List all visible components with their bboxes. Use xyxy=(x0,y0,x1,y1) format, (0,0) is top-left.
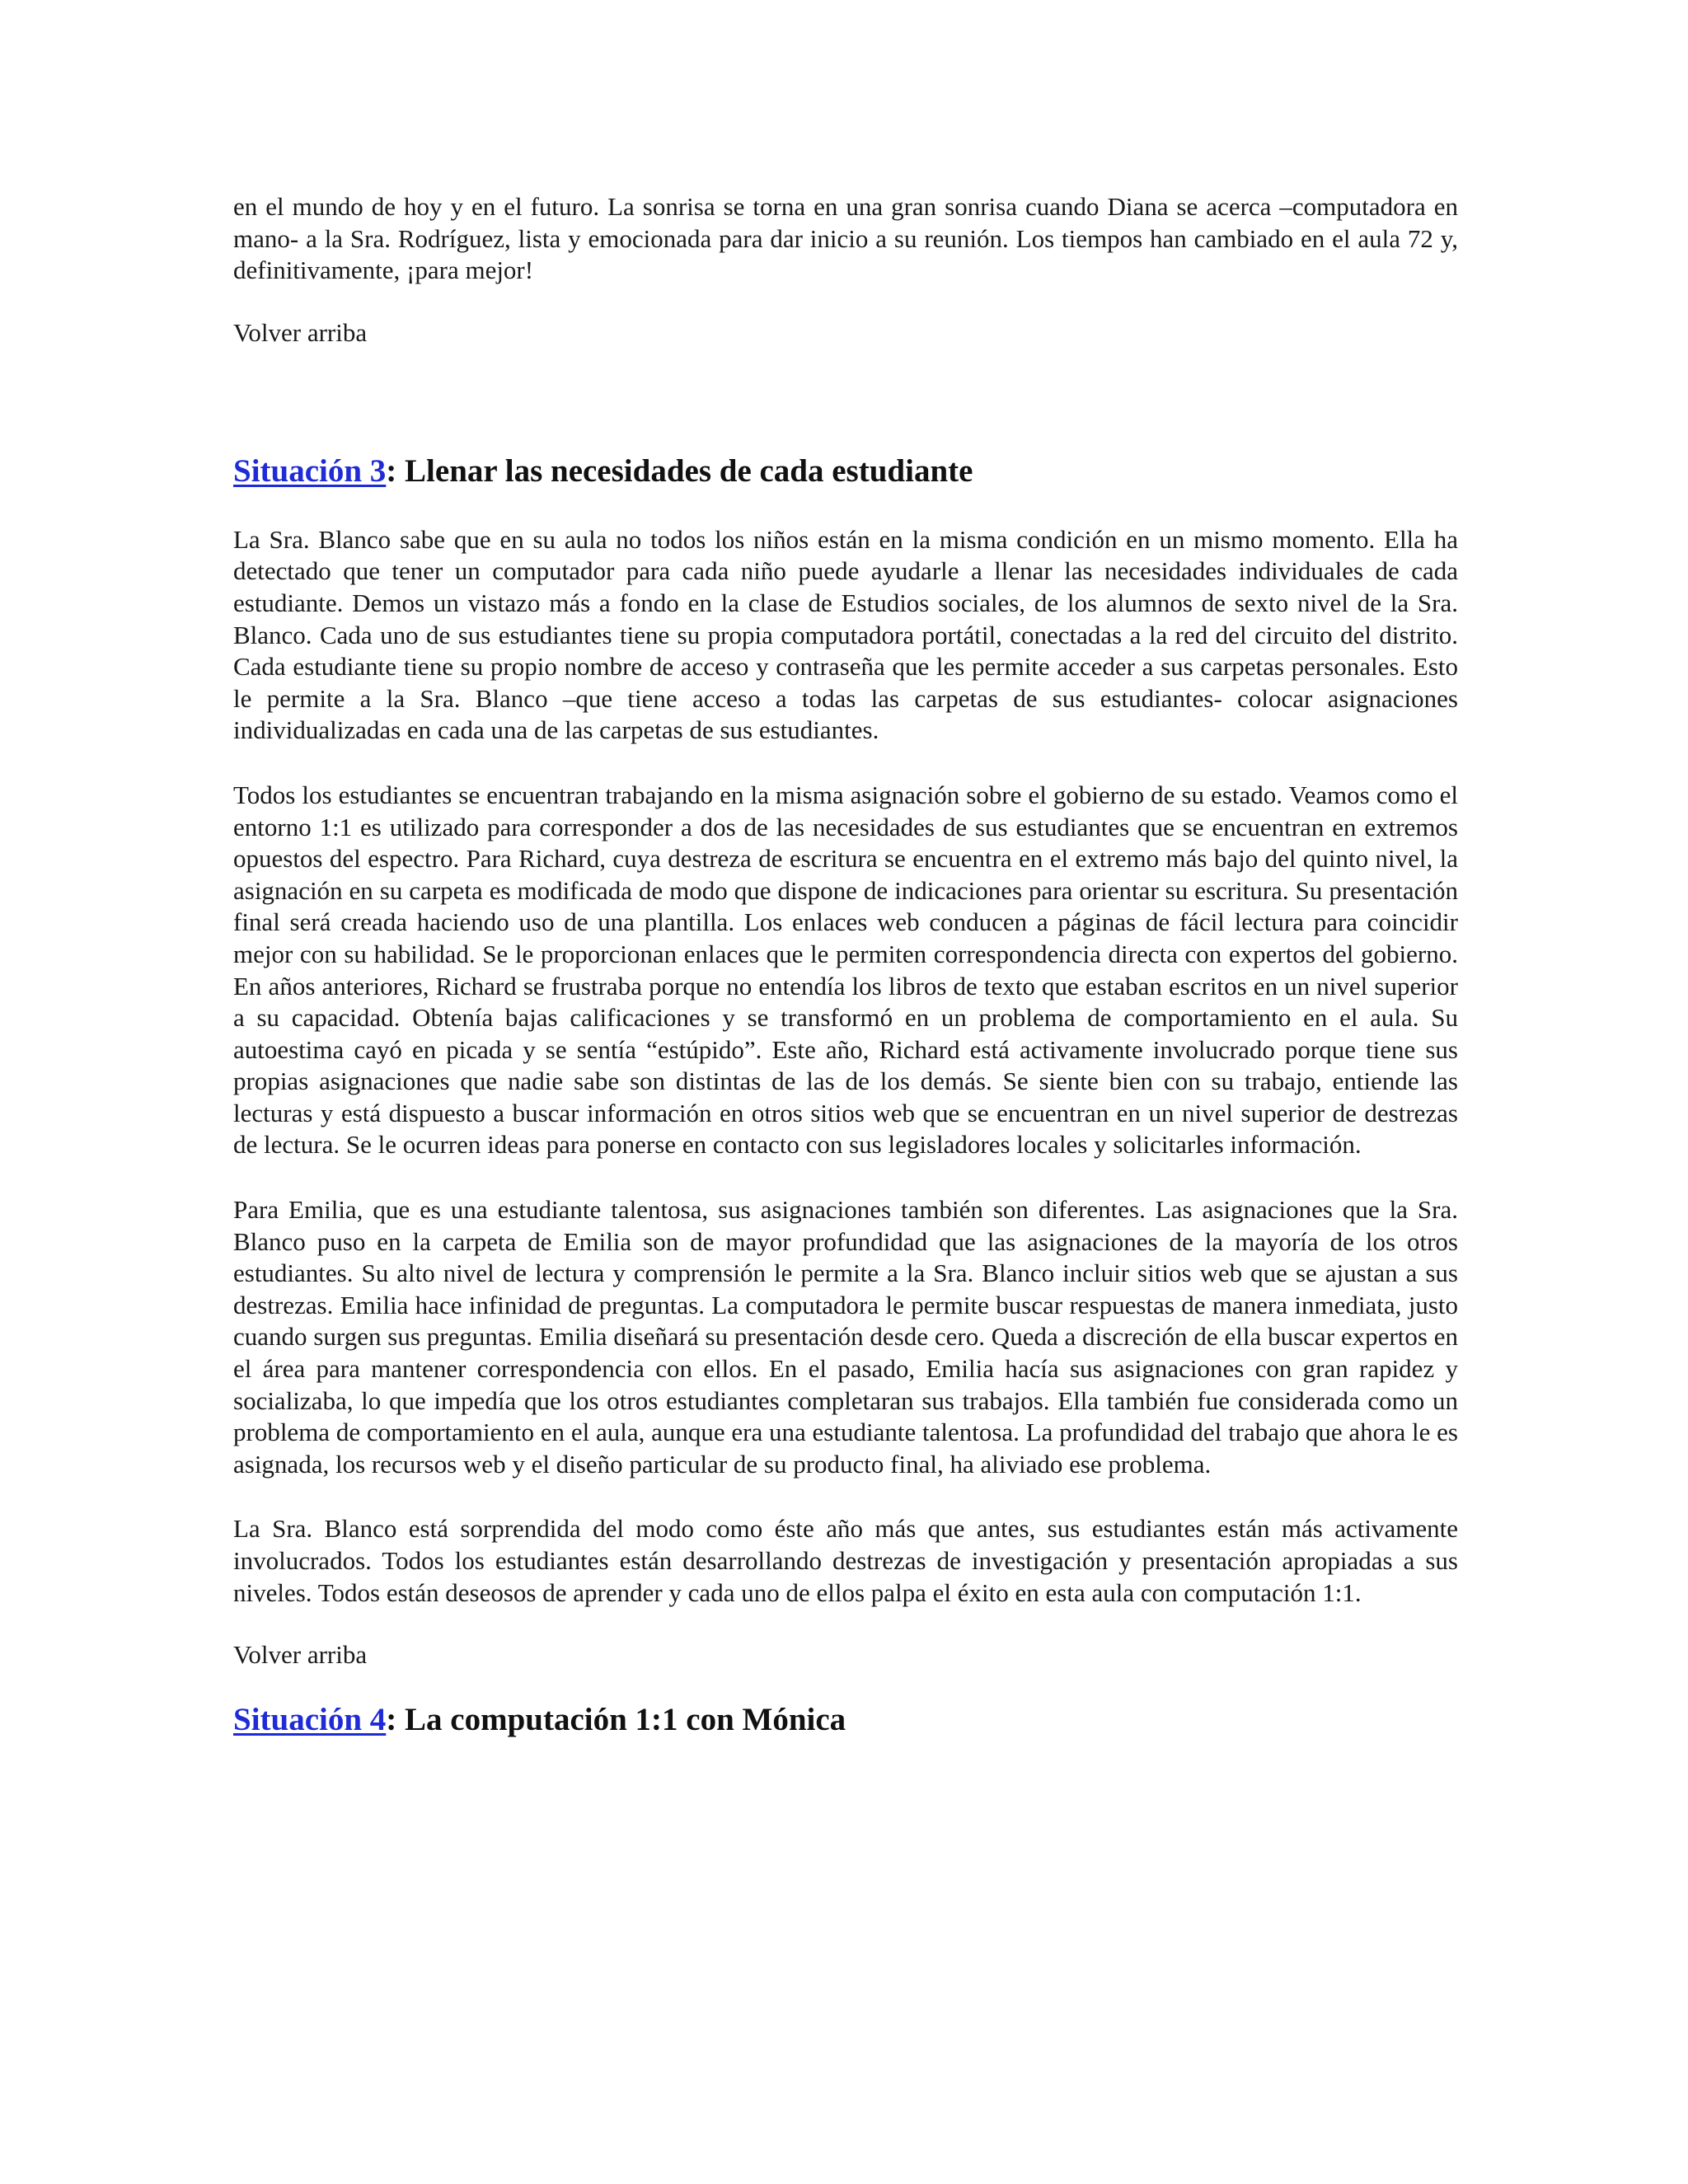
section-3-title: : Llenar las necesidades de cada estudiante xyxy=(386,452,973,489)
back-to-top-link[interactable]: Volver arriba xyxy=(233,317,368,347)
back-to-top-link-2[interactable]: Volver arriba xyxy=(233,1640,368,1670)
intro-paragraph: en el mundo de hoy y en el futuro. La sonrisa se torna en una gran sonrisa cuando Diana se acerca –computadora en mano- a la Sra. Rodríguez, lista y emocionada para dar inicio a su reunión. Los tiempos han cambiado en el aula 72 y, definitivamente, ¡para mejor! xyxy=(233,192,1458,285)
document-page xyxy=(233,191,1458,1739)
section-3-link[interactable]: Situación 3 xyxy=(233,452,387,489)
section-3-paragraph-1: La Sra. Blanco sabe que en su aula no todos los niños están en la misma condición en un mismo momento. Ella ha detectado que tener un computador para cada niño puede ayudarle a llenar las necesidades individuales de cada estudiante. Demos un vistazo más a fondo en la clase de Estudios sociales, de los alumnos de sexto nivel de la Sra. Blanco. Cada uno de sus estudiantes tiene su propia computadora portátil, conectadas a la red del circuito del distrito. Cada estudiante tiene su propio nombre de acceso y contraseña que les permite acceder a sus carpetas personales. Esto le permite a la Sra. Blanco –que tiene acceso a todas las carpetas de sus estudiantes- colocar asignaciones individualizadas en cada una de las carpetas de sus estudiantes. xyxy=(233,524,1458,745)
section-4-heading xyxy=(233,1701,1458,1739)
section-3-paragraph-4: La Sra. Blanco está sorprendida del modo como éste año más que antes, sus estudiantes están más activamente involucrados. Todos los estudiantes están desarrollando destrezas de investigación y presentación apropiadas a sus niveles. Todos están deseosos de aprender y cada uno de ellos palpa el éxito en esta aula con computación 1:1. xyxy=(233,1514,1458,1607)
section-4-title: : La computación 1:1 con Mónica xyxy=(386,1702,846,1738)
section-3-paragraph-3: Para Emilia, que es una estudiante talentosa, sus asignaciones también son diferentes. Las asignaciones que la Sra. Blanco puso en la carpeta de Emilia son de mayor profundidad que las asignaciones de la mayoría de los otros estudiantes. Su alto nivel de lectura y comprensión le permite a la Sra. Blanco incluir sitios web que se ajustan a sus destrezas. Emilia hace infinidad de preguntas. La computadora le permite buscar respuestas de manera inmediata, justo cuando surgen sus preguntas. Emilia diseñará su presentación desde cero. Queda a discreción de ella buscar expertos en el área para mantener correspondencia con ellos. En el pasado, Emilia hacía sus asignaciones con gran rapidez y socializaba, lo que impedía que los otros estudiantes completaran sus trabajos. Ella también fue considerada como un problema de comportamiento en el aula, aunque era una estudiante talentosa. La profundidad del trabajo que ahora le es asignada, los recursos web y el diseño particular de su producto final, ha aliviado ese problema. xyxy=(233,1195,1458,1479)
section-3-paragraph-2: Todos los estudiantes se encuentran trabajando en la misma asignación sobre el gobierno de su estado. Veamos como el entorno 1:1 es utilizado para corresponder a dos de las necesidades de sus estudiantes que se encuentran en extremos opuestos del espectro. Para Richard, cuya destreza de escritura se encuentra en el extremo más bajo del quinto nivel, la asignación en su carpeta es modificada de modo que dispone de indicaciones para orientar su escritura. Su presentación final será creada haciendo uso de una plantilla. Los enlaces web conducen a páginas de fácil lectura para coincidir mejor con su habilidad. Se le proporcionan enlaces que le permiten correspondencia directa con expertos del gobierno. En años anteriores, Richard se frustraba porque no entendía los libros de texto que estaban escritos en un nivel superior a su capacidad. Obtenía bajas calificaciones y se transformó en un problema de comportamiento en el aula. Su autoestima cayó en picada y se sentía “estúpido”. Este año, Richard está activamente involucrado porque tiene sus propias asignaciones que nadie sabe son distintas de las de los demás. Se siente bien con su trabajo, entiende las lecturas y está dispuesto a buscar información en otros sitios web que se encuentran en un nivel superior de destrezas de lectura. Se le ocurren ideas para ponerse en contacto con sus legisladores locales y solicitarles información. xyxy=(233,780,1458,1160)
section-4-link[interactable]: Situación 4 xyxy=(233,1702,387,1738)
section-3-heading xyxy=(233,452,1458,490)
